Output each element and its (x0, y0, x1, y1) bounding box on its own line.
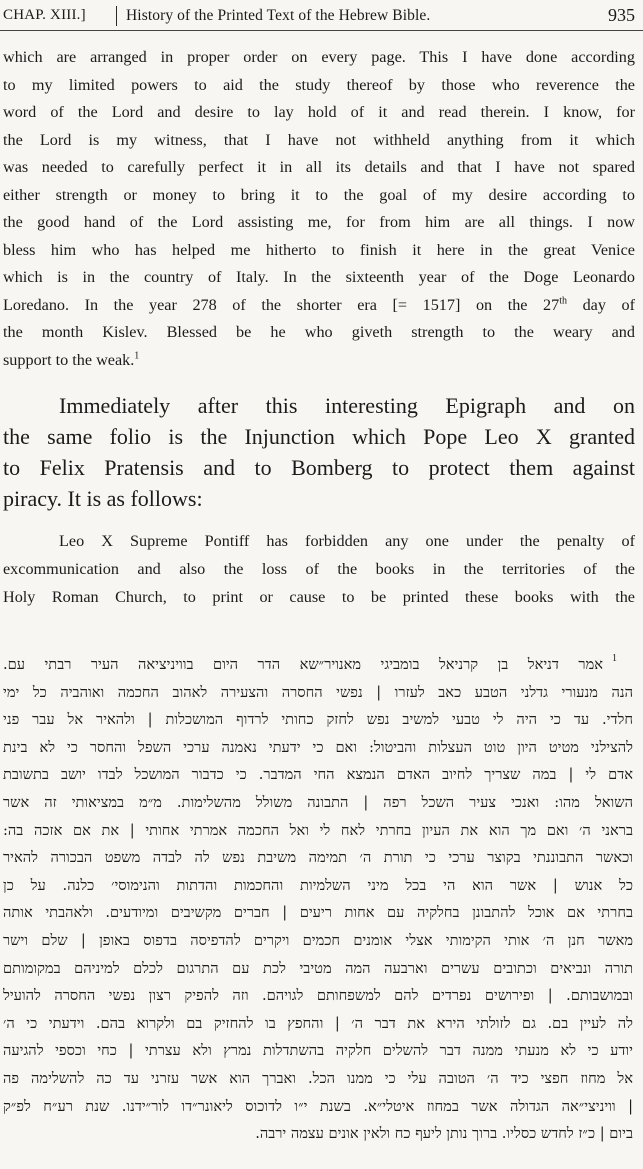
header-rule (0, 30, 643, 31)
page-number: 935 (608, 5, 635, 25)
footnote-line: בראני ה׳ ואם מך הוא את העיון בחרתי לאח לי ואל החכמה אמרתי אחותי | את אם אזכה בה: (3, 821, 633, 839)
intro-line: to Felix Pratensis and to Bomberg to protect them against (3, 455, 635, 480)
footnote-line: אל מחוז חפצי כיד ה׳ הטובה עלי כי ממנו הכל. ואברך הוא אשר עזרני עד כה להשלימה פה (3, 1069, 633, 1087)
footnote-line: כל אנוש | אשר הוא הי בכל מיני השלמיות והחכמות והדתות והנימוסי׳ כלנה. על כן (3, 876, 633, 894)
text-line: the good hand of the Lord assisting me, for from him are all things. I now (3, 213, 635, 231)
footnote-line: להצילני מטיט היון טוט העצלות והביטול: ואם כי ידעתי נאמנה ערכי השפל והחסר כי לא בינת (3, 738, 633, 756)
date-text: Loredano. In the year 278 of the shorter era [= 1517] on the 27 (3, 295, 560, 314)
running-title: History of the Printed Text of the Hebrew Bible. (126, 7, 431, 24)
footnote-line: וכאשר התבוננתי בקוצר ערכי כי תורת ה׳ תמימה משיבת נפש לה לבדה משפט הבכורה להאיר (3, 849, 633, 867)
running-header (0, 4, 643, 30)
injunction-text (3, 527, 635, 611)
footnote-line: לה לעיין בם. גם לזולתי הירא את דבר ה׳ | והחפץ בו להחזיק בם ולקרוא בהם. וידעתי כי ה׳ (3, 1014, 633, 1032)
text-line: word of the Lord and desire to lay hold of it and read therein. I know, for (3, 103, 635, 121)
footnote-reference: 1 (134, 350, 140, 362)
text-line-date (3, 292, 635, 320)
footnote-line: אמר דניאל בן קרניאל בומביגי מאנויר״שא הדר היום בוויניציאה העיר רבתי עם. (3, 656, 603, 673)
hebrew-footnote (3, 651, 633, 1148)
chapter-label: CHAP. XIII.] (3, 7, 86, 23)
footnote-marker: 1 (612, 653, 617, 664)
intro-line: Immediately after this interesting Epigraph and on (59, 393, 635, 418)
footnote-line: חלדי. עד כי היה לי טבעי למשיב נפש לחזק כחותי לרדוף המושכלות | ולהאיר אל עבר פני (3, 711, 633, 729)
text-line: to my limited powers to aid the study thereof by those who reverence the (3, 75, 635, 94)
text-line: the Lord is my witness, that I have not withheld anything from it which (3, 130, 635, 149)
closing-text: support to the weak. (3, 350, 135, 369)
text-line: either strength or money to bring it to the goal of my desire according to (3, 185, 635, 204)
footnote-line: תורה ונביאים וכתובים עשרים וארבעה המה מטיבי לכת עם התרגום לכלם למיניהם במקומותם (3, 959, 633, 977)
text-line: which is in the country of Italy. In the sixteenth year of the Doge Leonardo (3, 268, 635, 286)
date-text-end: day of (567, 295, 635, 314)
ordinal-suffix: th (559, 295, 568, 307)
header-divider (116, 6, 117, 26)
injunction-line: Leo X Supreme Pontiff has forbidden any one under the penalty of (59, 532, 635, 550)
epigraph-translation (3, 44, 635, 374)
footnote-line: השואל מהו: ואנכי צעיר השכל רפה | התבונה משולל מהשלימות. מ״מ במציאותי זה אשר (3, 793, 633, 811)
text-line-last (3, 347, 635, 375)
text-line: bless him who has helped me hitherto to finish it here in the great Venice (3, 240, 635, 259)
text-line: was needed to carefully perfect it in all its details and that I have not spared (3, 158, 635, 176)
text-line: the month Kislev. Blessed be he who giveth strength to the weary and (3, 323, 635, 341)
footnote-line: אדם לי | במה שצריך לחיוב האדם הנמצא החי המדבר. כי כדבור המושכל לבדו יושב בתשובת (3, 766, 633, 784)
text-line: which are arranged in proper order on every page. This I have done according (3, 48, 635, 66)
injunction-line: excommunication and also the loss of the books in the territories of the (3, 560, 635, 578)
footnote-line: יודע כי לא מנעתי ממנה דבר להשלים חלקיה בהשתדלות נמרץ ולא עצרתי | כחי וכספי להגיעה (3, 1042, 633, 1060)
intro-line: the same folio is the Injunction which Pope Leo X granted (3, 424, 635, 449)
footnote-line: בחרתי אם אוכל להתבונן בחלקיה עם אחות ריעים | חברים מקשיבים ומיודעים. ולאהבתי אותה (3, 904, 633, 922)
intro-line: piracy. It is as follows: (3, 486, 203, 511)
footnote-line: מאשר חנן ה׳ אותי הקימותי אצלי אומנים חכמים ויקרים להדפיסה בדפוס באופן | שלם וישר (3, 931, 633, 949)
footnote-line: ביום | כ״ז לחדש כסליו. ברוך נותן ליעף כח ולאין אונים עצמה ירבה. (255, 1125, 633, 1143)
footnote-line: | וויניצי״אה הגדולה אשר במחוז איטלי״א. בשנת י״ו לדוכוס ליאונר״דו לור״ידנו. שנת רע״ח לפ״ק (3, 1097, 633, 1115)
footnote-line: ובמושבותם. | ופירושים נפרדים להם למשפחותם לגויהם. וזה להפיק רצון נפשי החסרה להועיל (3, 987, 633, 1005)
intro-paragraph (3, 390, 635, 514)
footnote-line: הנה מנעורי גדלני הטבע כאב לעזרו | נפשי החסרה והצעירה לאהוב החכמה ואוהביה כל ימי (3, 683, 633, 701)
injunction-line: Holy Roman Church, to print or cause to be printed these books with the (3, 588, 635, 606)
